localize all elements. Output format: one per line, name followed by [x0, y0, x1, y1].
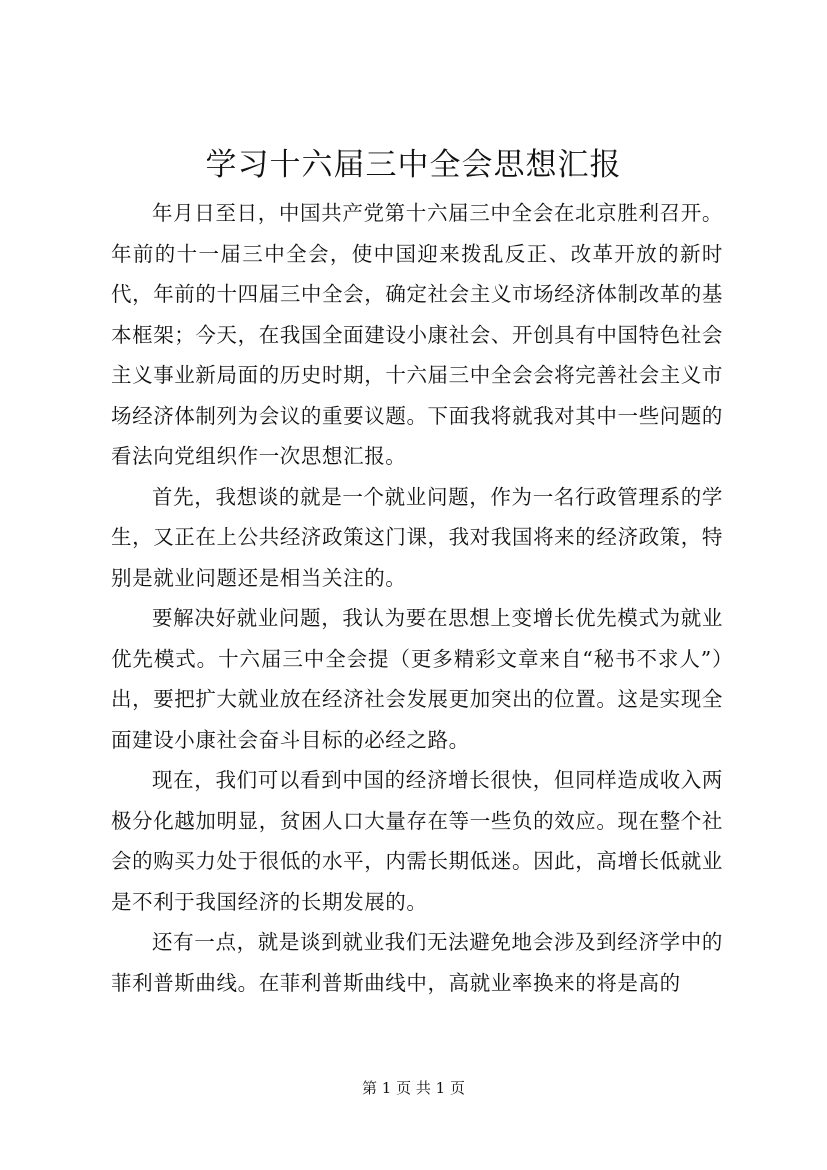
page-footer: 第 1 页 共 1 页 — [362, 1079, 465, 1097]
paragraph-4: 现在，我们可以看到中国的经济增长很快，但同样造成收入两极分化越加明显，贫困人口大量存在等一些负的效应。现在整个社会的购买力处于很低的水平，内需长期低迷。因此，高增长低就业是不利于我国经济的长期发展的。 — [111, 768, 723, 914]
paragraph-2: 首先，我想谈的就是一个就业问题，作为一名行政管理系的学生，又正在上公共经济政策这门课，我对我国将来的经济政策，特别是就业问题还是相当关注的。 — [111, 484, 723, 590]
paragraph-5: 还有一点，就是谈到就业我们无法避免地会涉及到经济学中的菲利普斯曲线。在菲利普斯曲线中，高就业率换来的将是高的 — [111, 930, 723, 995]
paragraph-3: 要解决好就业问题，我认为要在思想上变增长优先模式为就业优先模式。十六届三中全会提（更多精彩文章来自“秘书不求人”）出，要把扩大就业放在经济社会发展更加突出的位置。这是实现全面建设小康社会奋斗目标的必经之路。 — [111, 606, 723, 752]
paragraph-1: 年月日至日，中国共产党第十六届三中全会在北京胜利召开。年前的十一届三中全会，使中国迎来拨乱反正、改革开放的新时代，年前的十四届三中全会，确定社会主义市场经济体制改革的基本框架；今天，在我国全面建设小康社会、开创具有中国特色社会主义事业新局面的历史时期，十六届三中全会会将完善社会主义市场经济体制列为会议的重要议题。下面我将就我对其中一些问题的看法向党组织作一次思想汇报。 — [111, 201, 723, 468]
document-title: 学习十六届三中全会思想汇报 — [205, 147, 622, 183]
document-body — [111, 193, 723, 1003]
